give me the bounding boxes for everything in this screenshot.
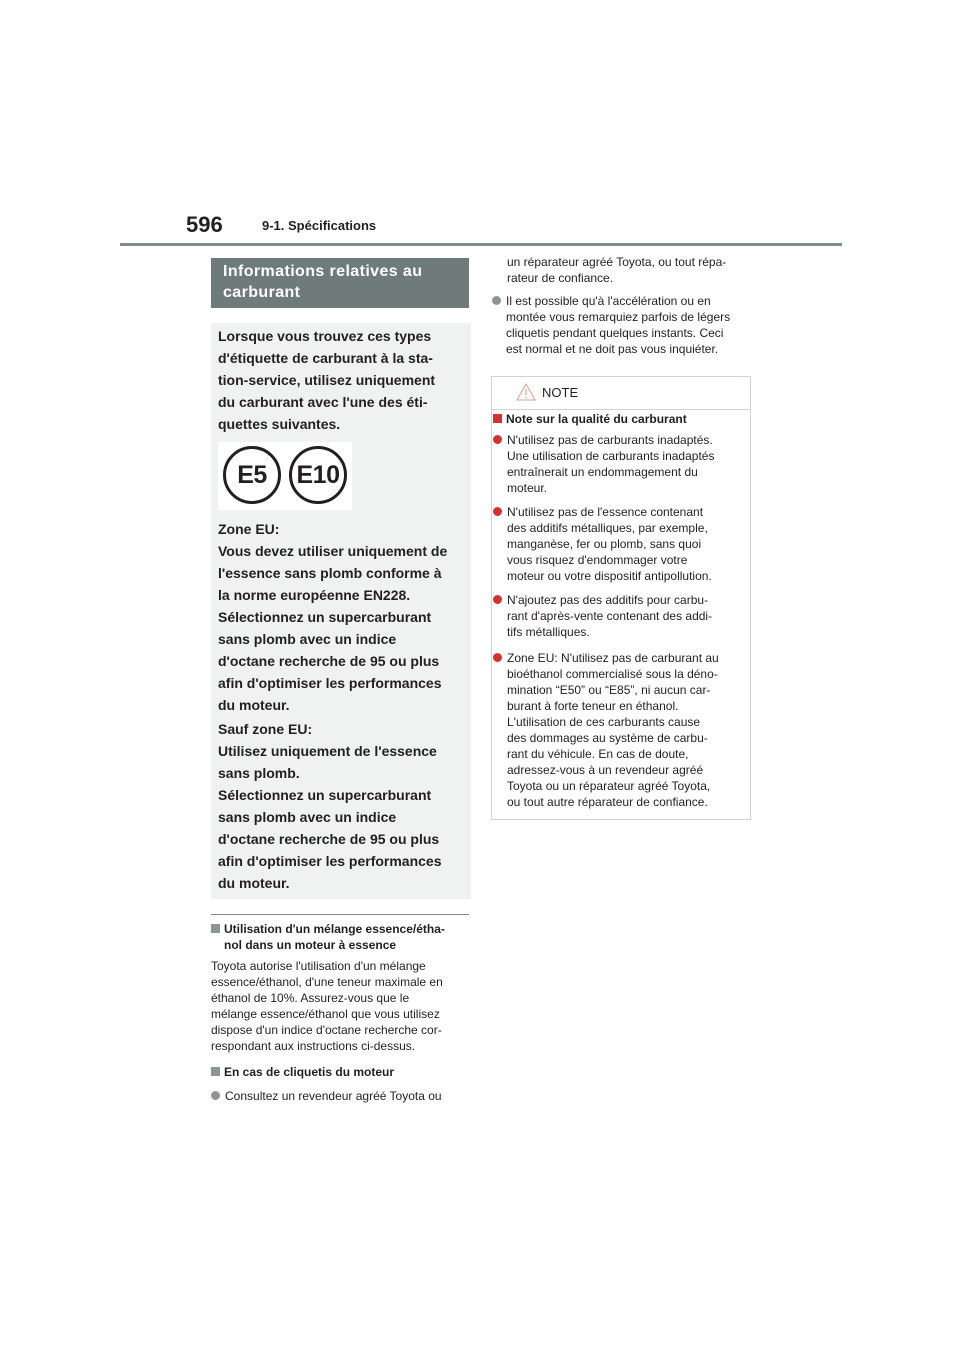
- text-line: dispose d'un indice d'octane recherche cor-: [211, 1023, 442, 1037]
- text-line: quettes suivantes.: [218, 416, 341, 432]
- note-header: [492, 377, 750, 410]
- text-line: du moteur.: [218, 697, 290, 713]
- square-bullet-icon: [211, 1067, 220, 1076]
- ethanol-text: [211, 958, 469, 1054]
- text-line: d'octane recherche de 95 ou plus: [218, 831, 440, 847]
- text-line: sans plomb avec un indice: [218, 631, 397, 647]
- text-line: essence/éthanol, d'une teneur maximale en: [211, 975, 443, 989]
- text-line: N'utilisez pas de carburants inadaptés.: [507, 433, 713, 447]
- intro-text: [218, 325, 463, 435]
- text-line: d'octane recherche de 95 ou plus: [218, 653, 440, 669]
- text-line: la norme européenne EN228.: [218, 587, 411, 603]
- note-box: [491, 376, 751, 820]
- round-bullet-icon: [493, 507, 502, 516]
- text-line: respondant aux instructions ci-dessus.: [211, 1039, 416, 1053]
- e10-label-icon: E10: [289, 446, 347, 504]
- note-bullet: [493, 592, 743, 640]
- text-line: mination “E50” ou “E85”, ni aucun car-: [507, 683, 711, 697]
- text-line: moteur.: [507, 481, 548, 495]
- text-line: sans plomb avec un indice: [218, 809, 397, 825]
- text-line: Sélectionnez un supercarburant: [218, 787, 432, 803]
- text-line: entraînerait un endommagement du: [507, 465, 698, 479]
- text-line: du moteur.: [218, 875, 290, 891]
- text-line: afin d'optimiser les performances: [218, 853, 442, 869]
- non-eu-text: [218, 718, 468, 894]
- text-line: moteur ou votre dispositif antipollution.: [507, 569, 712, 583]
- text-line: d'étiquette de carburant à la sta-: [218, 350, 433, 366]
- round-bullet-icon: [493, 653, 502, 662]
- text-line: tifs métalliques.: [507, 625, 590, 639]
- text-line: Sélectionnez un supercarburant: [218, 609, 432, 625]
- square-bullet-icon: [493, 414, 502, 423]
- text-line: Il est possible qu'à l'accélération ou en: [506, 294, 711, 308]
- text-line: manganèse, fer ou plomb, sans quoi: [507, 537, 702, 551]
- note-bullet: [493, 650, 743, 810]
- text-line: burant à forte teneur en éthanol.: [507, 699, 679, 713]
- knock-bullet: Consultez un revendeur agréé Toyota ou: [211, 1088, 469, 1104]
- text-line: Toyota ou un réparateur agréé Toyota,: [507, 779, 711, 793]
- text-line: Utilisation d'un mélange essence/étha-: [224, 922, 445, 936]
- section-label: 9-1. Spécifications: [262, 218, 377, 233]
- note-bullet: [493, 504, 743, 584]
- text-line: Lorsque vous trouvez ces types: [218, 328, 432, 344]
- ethanol-section: [211, 921, 469, 1104]
- text-line: Sauf zone EU:: [218, 721, 313, 737]
- round-bullet-icon: [493, 435, 502, 444]
- text-line: rateur de confiance.: [507, 271, 614, 285]
- square-bullet-icon: [211, 924, 220, 933]
- note-heading: Note sur la qualité du carburant: [493, 411, 743, 427]
- section-heading: Informations relatives au carburant: [211, 258, 469, 308]
- text-line: est normal et ne doit pas vous inquiéter.: [506, 342, 719, 356]
- text-line: rant d'après-vente contenant des addi-: [507, 609, 713, 623]
- text-line: Utilisez uniquement de l'essence: [218, 743, 437, 759]
- text-line: éthanol de 10%. Assurez-vous que le: [211, 991, 410, 1005]
- left-rule: [211, 914, 469, 915]
- text-line: Zone EU: N'utilisez pas de carburant au: [507, 651, 719, 665]
- text-line: bioéthanol commercialisé sous la déno-: [507, 667, 718, 681]
- text-line: cliquetis pendant quelques instants. Ceci: [506, 326, 724, 340]
- e5-label-icon: E5: [223, 446, 281, 504]
- fuel-info-box: [211, 323, 471, 899]
- text-line: vous risquez d'endommager votre: [507, 553, 688, 567]
- text-line: Zone EU:: [218, 521, 280, 537]
- round-bullet-icon: [493, 595, 502, 604]
- text-line: rant du véhicule. En cas de doute,: [507, 747, 689, 761]
- fuel-labels: [218, 442, 352, 510]
- text-line: Toyota autorise l'utilisation d'un mélange: [211, 959, 426, 973]
- ethanol-heading: [211, 921, 469, 953]
- text-line: montée vous remarquiez parfois de légers: [506, 310, 731, 324]
- text-line: Vous devez utiliser uniquement de: [218, 543, 448, 559]
- text-line: L'utilisation de ces carburants cause: [507, 715, 701, 729]
- header-rule: [120, 243, 842, 246]
- text-line: Une utilisation de carburants inadaptés: [507, 449, 715, 463]
- text-line: ou tout autre réparateur de confiance.: [507, 795, 708, 809]
- text-line: tion-service, utilisez uniquement: [218, 372, 436, 388]
- text-line: un réparateur agréé Toyota, ou tout répa-: [507, 255, 727, 269]
- text-line: adressez-vous à un revendeur agréé: [507, 763, 704, 777]
- accel-bullet: [492, 293, 757, 357]
- text-line: nol dans un moteur à essence: [224, 938, 397, 952]
- page-number: 596: [186, 212, 223, 237]
- text-line: des additifs métalliques, par exemple,: [507, 521, 708, 535]
- text-line: N'utilisez pas de l'essence contenant: [507, 505, 704, 519]
- knock-heading: En cas de cliquetis du moteur: [211, 1064, 469, 1080]
- text-line: l'essence sans plomb conforme à: [218, 565, 442, 581]
- text-line: afin d'optimiser les performances: [218, 675, 442, 691]
- text-line: sans plomb.: [218, 765, 300, 781]
- round-bullet-icon: [492, 296, 501, 305]
- right-continuation: [507, 254, 757, 286]
- round-bullet-icon: [211, 1091, 220, 1100]
- warning-icon: [516, 383, 536, 401]
- text-line: du carburant avec l'une des éti-: [218, 394, 428, 410]
- note-bullet: [493, 432, 743, 496]
- text-line: des dommages au système de carbu-: [507, 731, 708, 745]
- note-label: NOTE: [542, 385, 579, 400]
- eu-text: [218, 518, 468, 716]
- text-line: N'ajoutez pas des additifs pour carbu-: [507, 593, 709, 607]
- text-line: mélange essence/éthanol que vous utilisez: [211, 1007, 440, 1021]
